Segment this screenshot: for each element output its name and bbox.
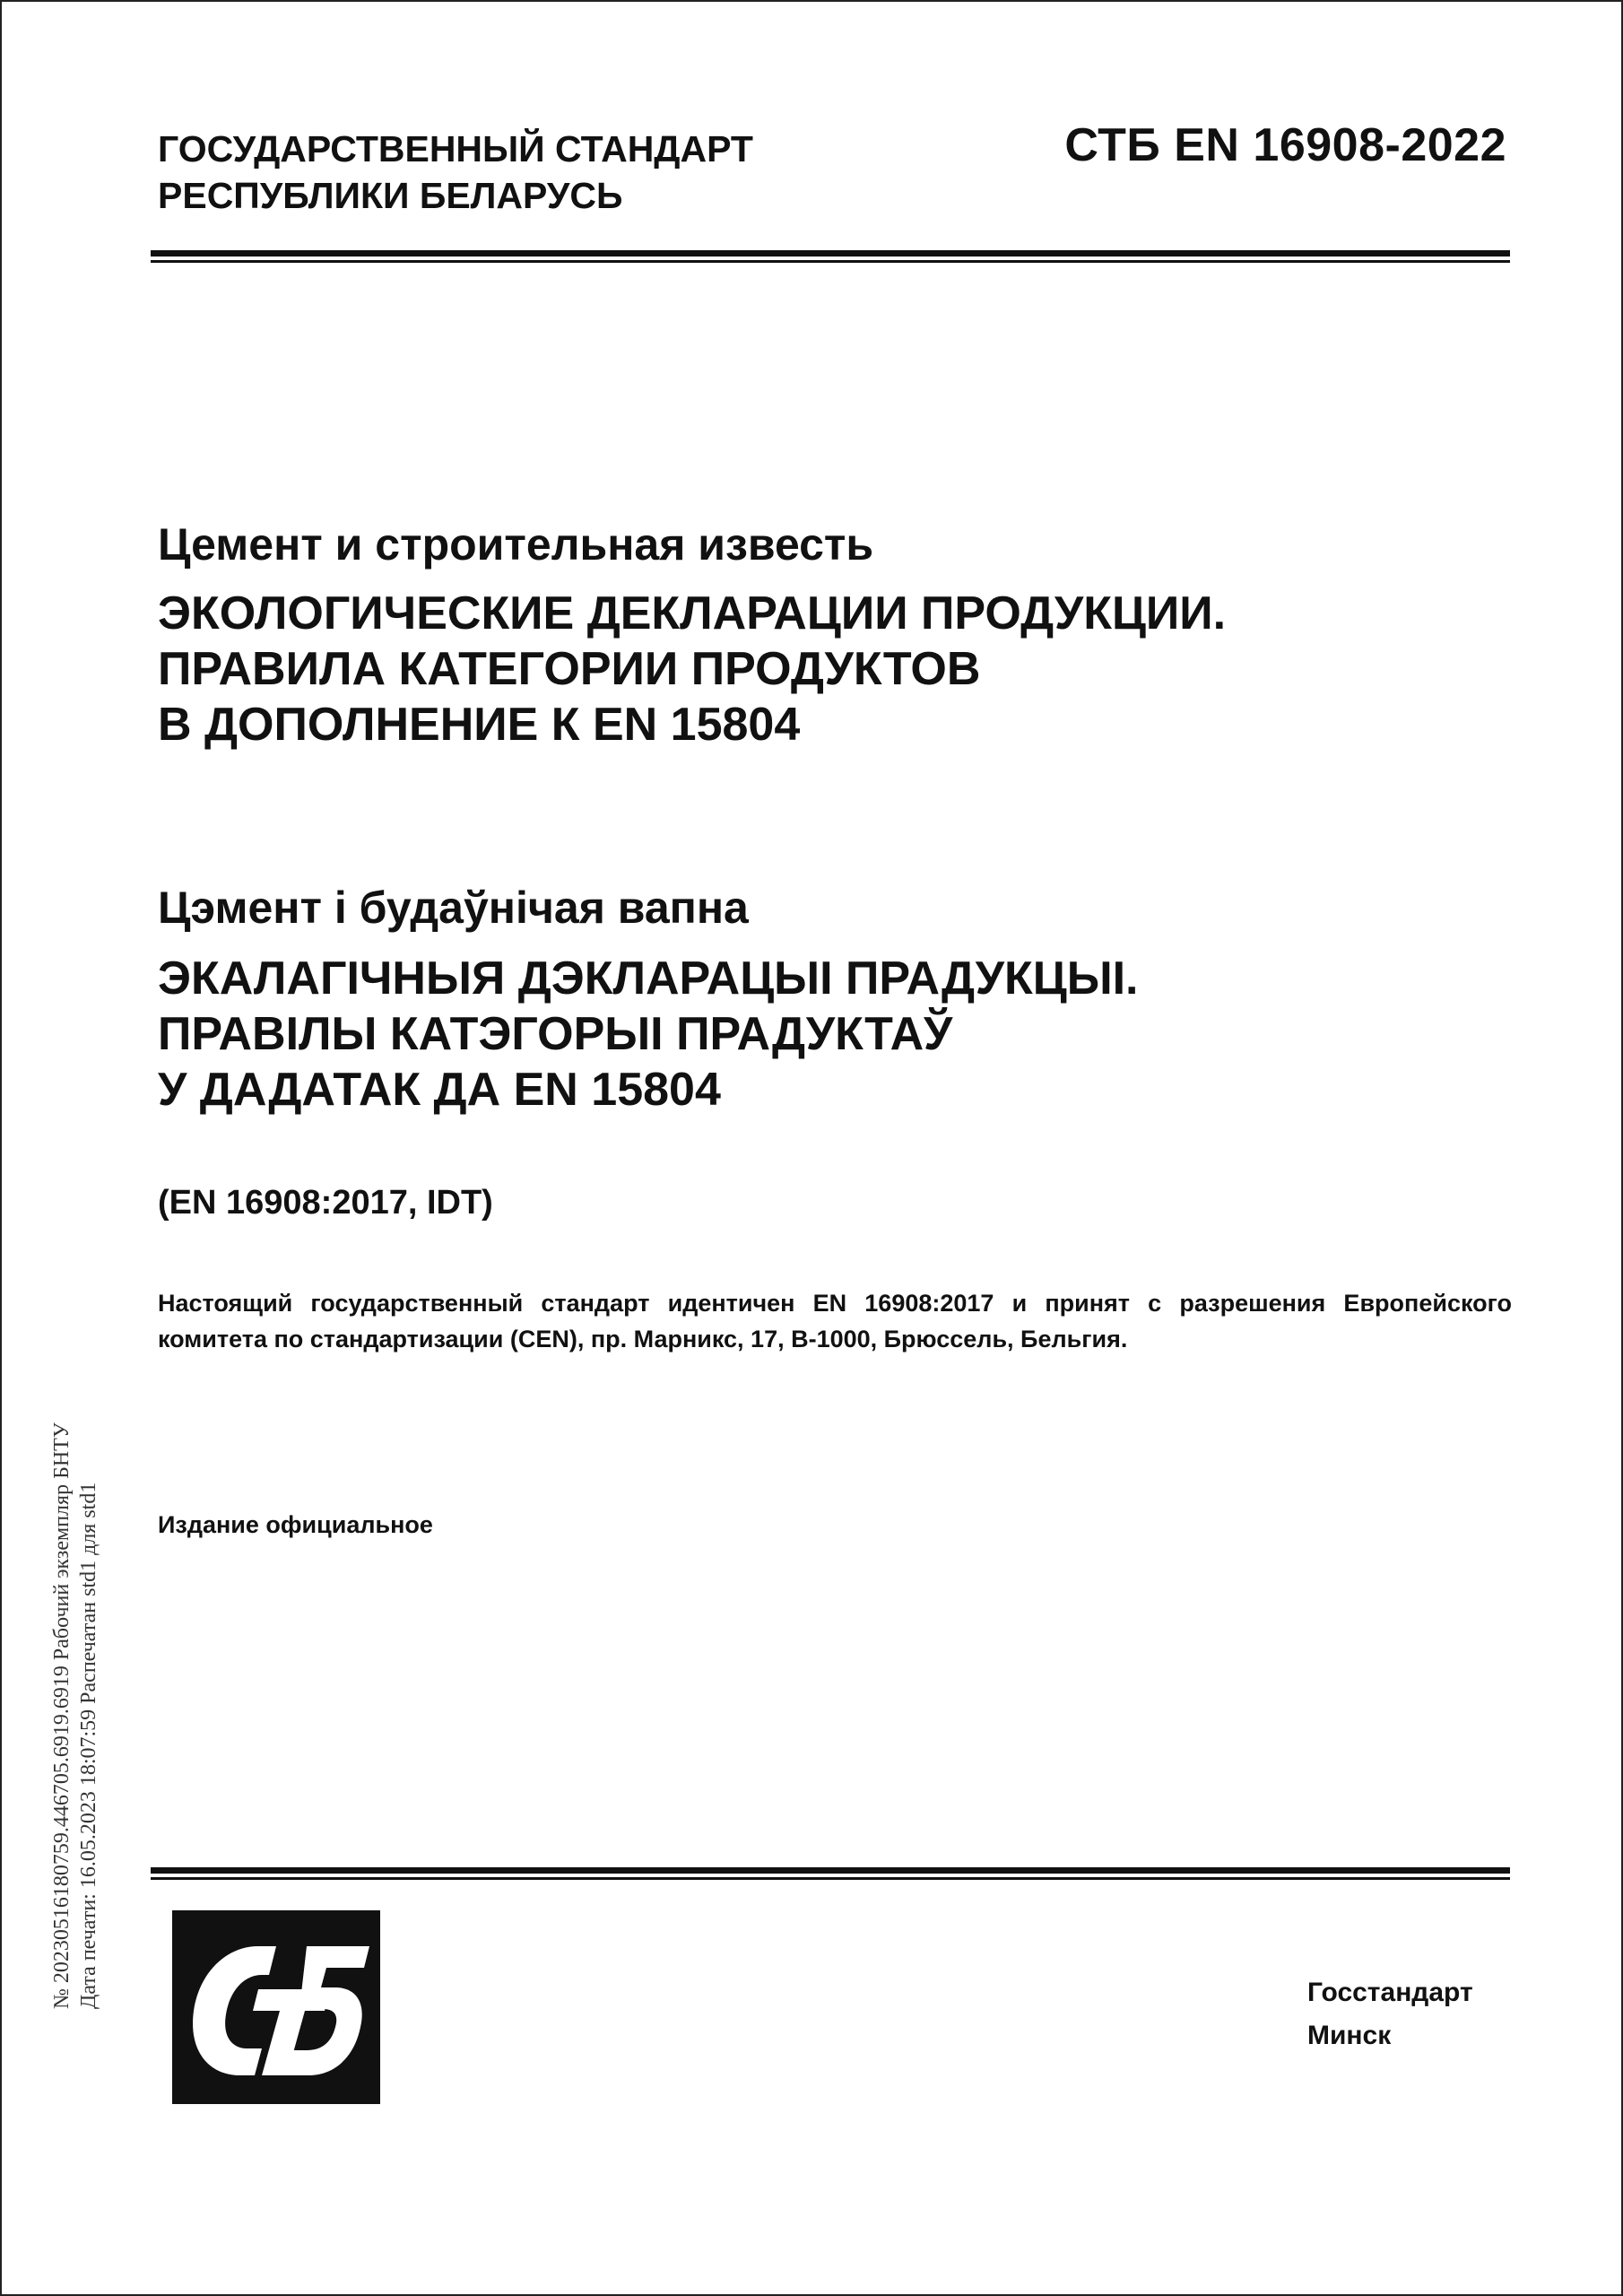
publisher-name: Госстандарт [1307,1978,1473,2007]
belarusian-subtitle: Цэмент і будаўнічая вапна [158,883,749,933]
stb-logo [172,1910,380,2104]
standard-designation: СТБ EN 16908-2022 [1064,119,1506,171]
russian-title-line: ПРАВИЛА КАТЕГОРИИ ПРОДУКТОВ [158,643,981,695]
print-stamp [48,1202,102,2009]
belarusian-title-line: У ДАДАТАК ДА EN 15804 [158,1064,721,1116]
publisher-city: Минск [1307,2021,1392,2050]
russian-title [158,586,1226,752]
russian-title-line: ЭКОЛОГИЧЕСКИЕ ДЕКЛАРАЦИИ ПРОДУКЦИИ. [158,587,1227,639]
belarusian-title-line: ЭКАЛАГІЧНЫЯ ДЭКЛАРАЦЫІ ПРАДУКЦЫІ. [158,952,1139,1004]
belarusian-title-line: ПРАВІЛЫ КАТЭГОРЫІ ПРАДУКТАЎ [158,1008,953,1060]
bottom-double-rule [151,1867,1510,1880]
print-stamp-line-2: Дата печати: 16.05.2023 18:07:59 Распечатан std1 для std1 [77,1482,100,2009]
header-line-2: РЕСПУБЛИКИ БЕЛАРУСЬ [158,175,623,216]
edition-label: Издание официальное [158,1511,433,1538]
print-stamp-line-1: № 20230516180759.446705.6919.6919 Рабочий экземпляр БНТУ [50,1422,74,2009]
adoption-notice: Настоящий государственный стандарт идентичен EN 16908:2017 и принят с разрешения Европейского комитета по стандартизации (CEN), пр. Марникс, 17, B-1000, Брюссель, Бельгия. [158,1290,1512,1352]
russian-title-line: В ДОПОЛНЕНИЕ К EN 15804 [158,699,801,751]
top-double-rule [151,250,1510,263]
publisher-block [1307,1971,1473,2057]
russian-subtitle: Цемент и строительная известь [158,519,874,570]
standard-type-header [158,126,753,219]
header-line-1: ГОСУДАРСТВЕННЫЙ СТАНДАРТ [158,128,753,170]
stb-logo-icon [172,1910,380,2104]
original-standard-reference: (EN 16908:2017, IDT) [158,1184,493,1222]
belarusian-title [158,951,1139,1118]
